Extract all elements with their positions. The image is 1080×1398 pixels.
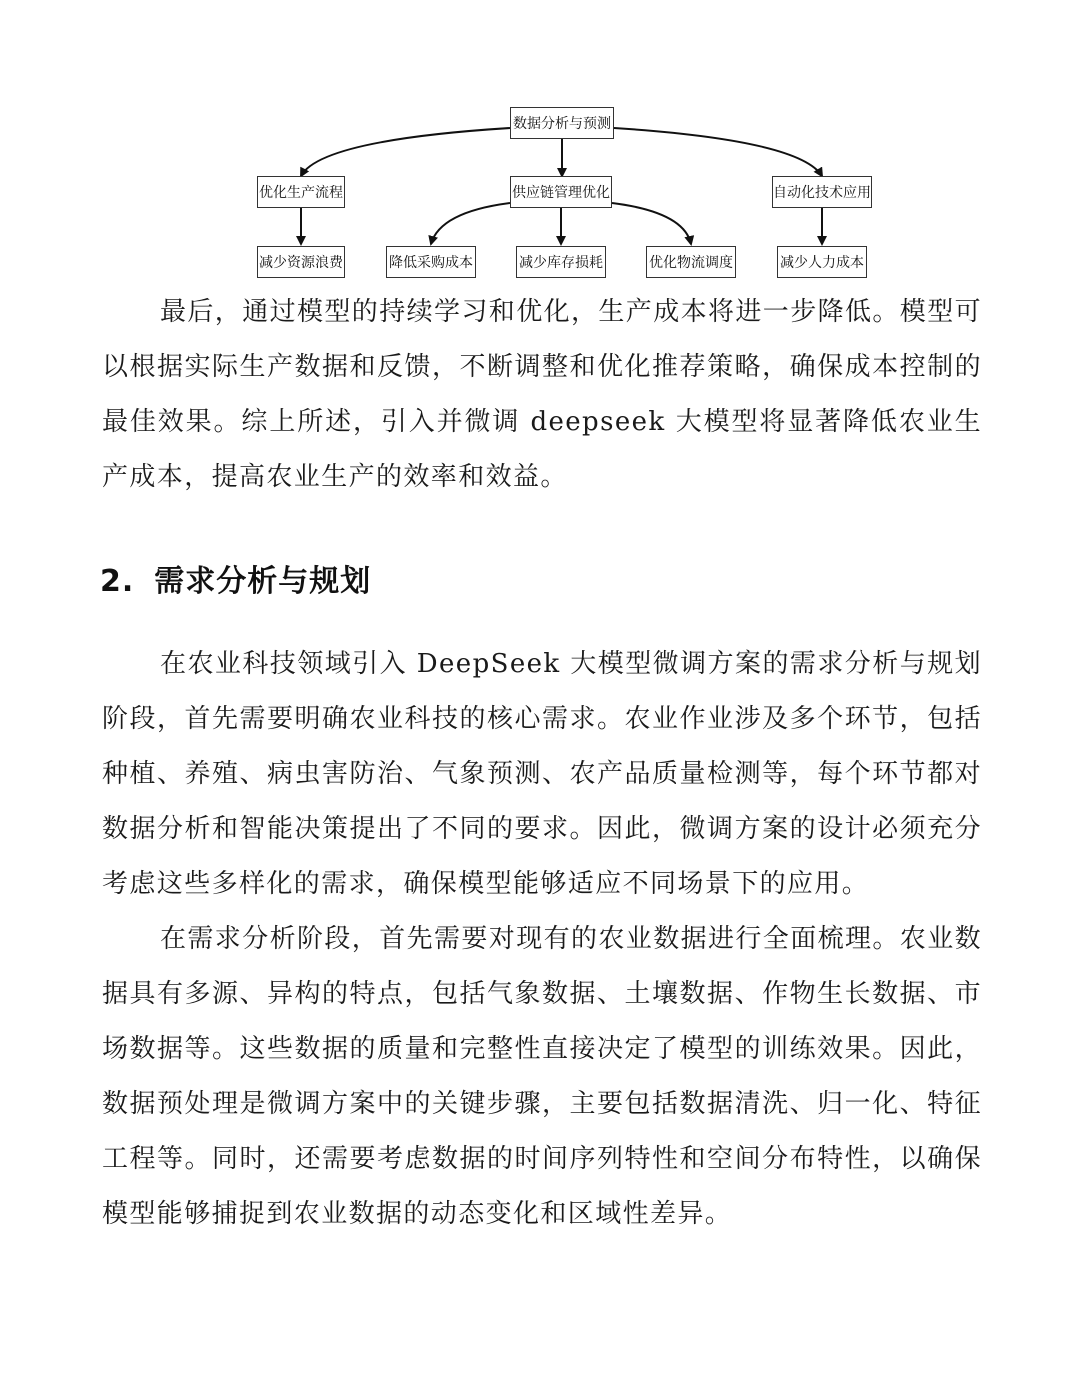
edge-root-to-production (301, 128, 510, 176)
node-reduce-inventory-loss: 减少库存损耗 (516, 246, 606, 278)
section-heading (100, 556, 371, 600)
edge-supply-to-procurement (431, 203, 510, 244)
paragraph-requirements-2: 在需求分析阶段，首先需要对现有的农业数据进行全面梳理。农业数据具有多源、异构的特点，包括气象数据、土壤数据、作物生长数据、市场数据等。这些数据的质量和完整性直接决定了模型的训练效果。因此，数据预处理是微调方案中的关键步骤，主要包括数据清洗、归一化、特征工程等。同时，还需要考虑数据的时间序列特性和空间分布特性，以确保模型能够捕捉到农业数据的动态变化和区域性差异。 (102, 924, 983, 1229)
node-data-analysis-forecast: 数据分析与预测 (510, 107, 614, 139)
node-optimize-production: 优化生产流程 (257, 176, 345, 208)
edge-supply-to-logistics (612, 203, 691, 244)
node-optimize-logistics: 优化物流调度 (646, 246, 736, 278)
node-reduce-procurement-cost: 降低采购成本 (386, 246, 476, 278)
node-automation-application: 自动化技术应用 (772, 176, 872, 208)
section-title: 需求分析与规划 (154, 564, 372, 599)
edge-root-to-automation (614, 128, 822, 176)
paragraph-requirements-1: 在农业科技领域引入 DeepSeek 大模型微调方案的需求分析与规划阶段，首先需要明确农业科技的核心需求。农业作业涉及多个环节，包括种植、养殖、病虫害防治、气象预测、农产品质量检测等，每个环节都对数据分析和智能决策提出了不同的要求。因此，微调方案的设计必须充分考虑这些多样化的需求，确保模型能够适应不同场景下的应用。 (102, 649, 982, 899)
section-number: 2. (100, 564, 135, 599)
node-reduce-labor-cost: 减少人力成本 (777, 246, 867, 278)
node-supply-chain-optimization: 供应链管理优化 (510, 176, 612, 208)
flowchart-diagram (0, 0, 1080, 290)
node-reduce-resource-waste: 减少资源浪费 (257, 246, 345, 278)
paragraph-conclusion: 最后，通过模型的持续学习和优化，生产成本将进一步降低。模型可以根据实际生产数据和反馈，不断调整和优化推荐策略，确保成本控制的最佳效果。综上所述，引入并微调 deepseek 大模型将显著降低农业生产成本，提高农业生产的效率和效益。 (102, 297, 983, 492)
